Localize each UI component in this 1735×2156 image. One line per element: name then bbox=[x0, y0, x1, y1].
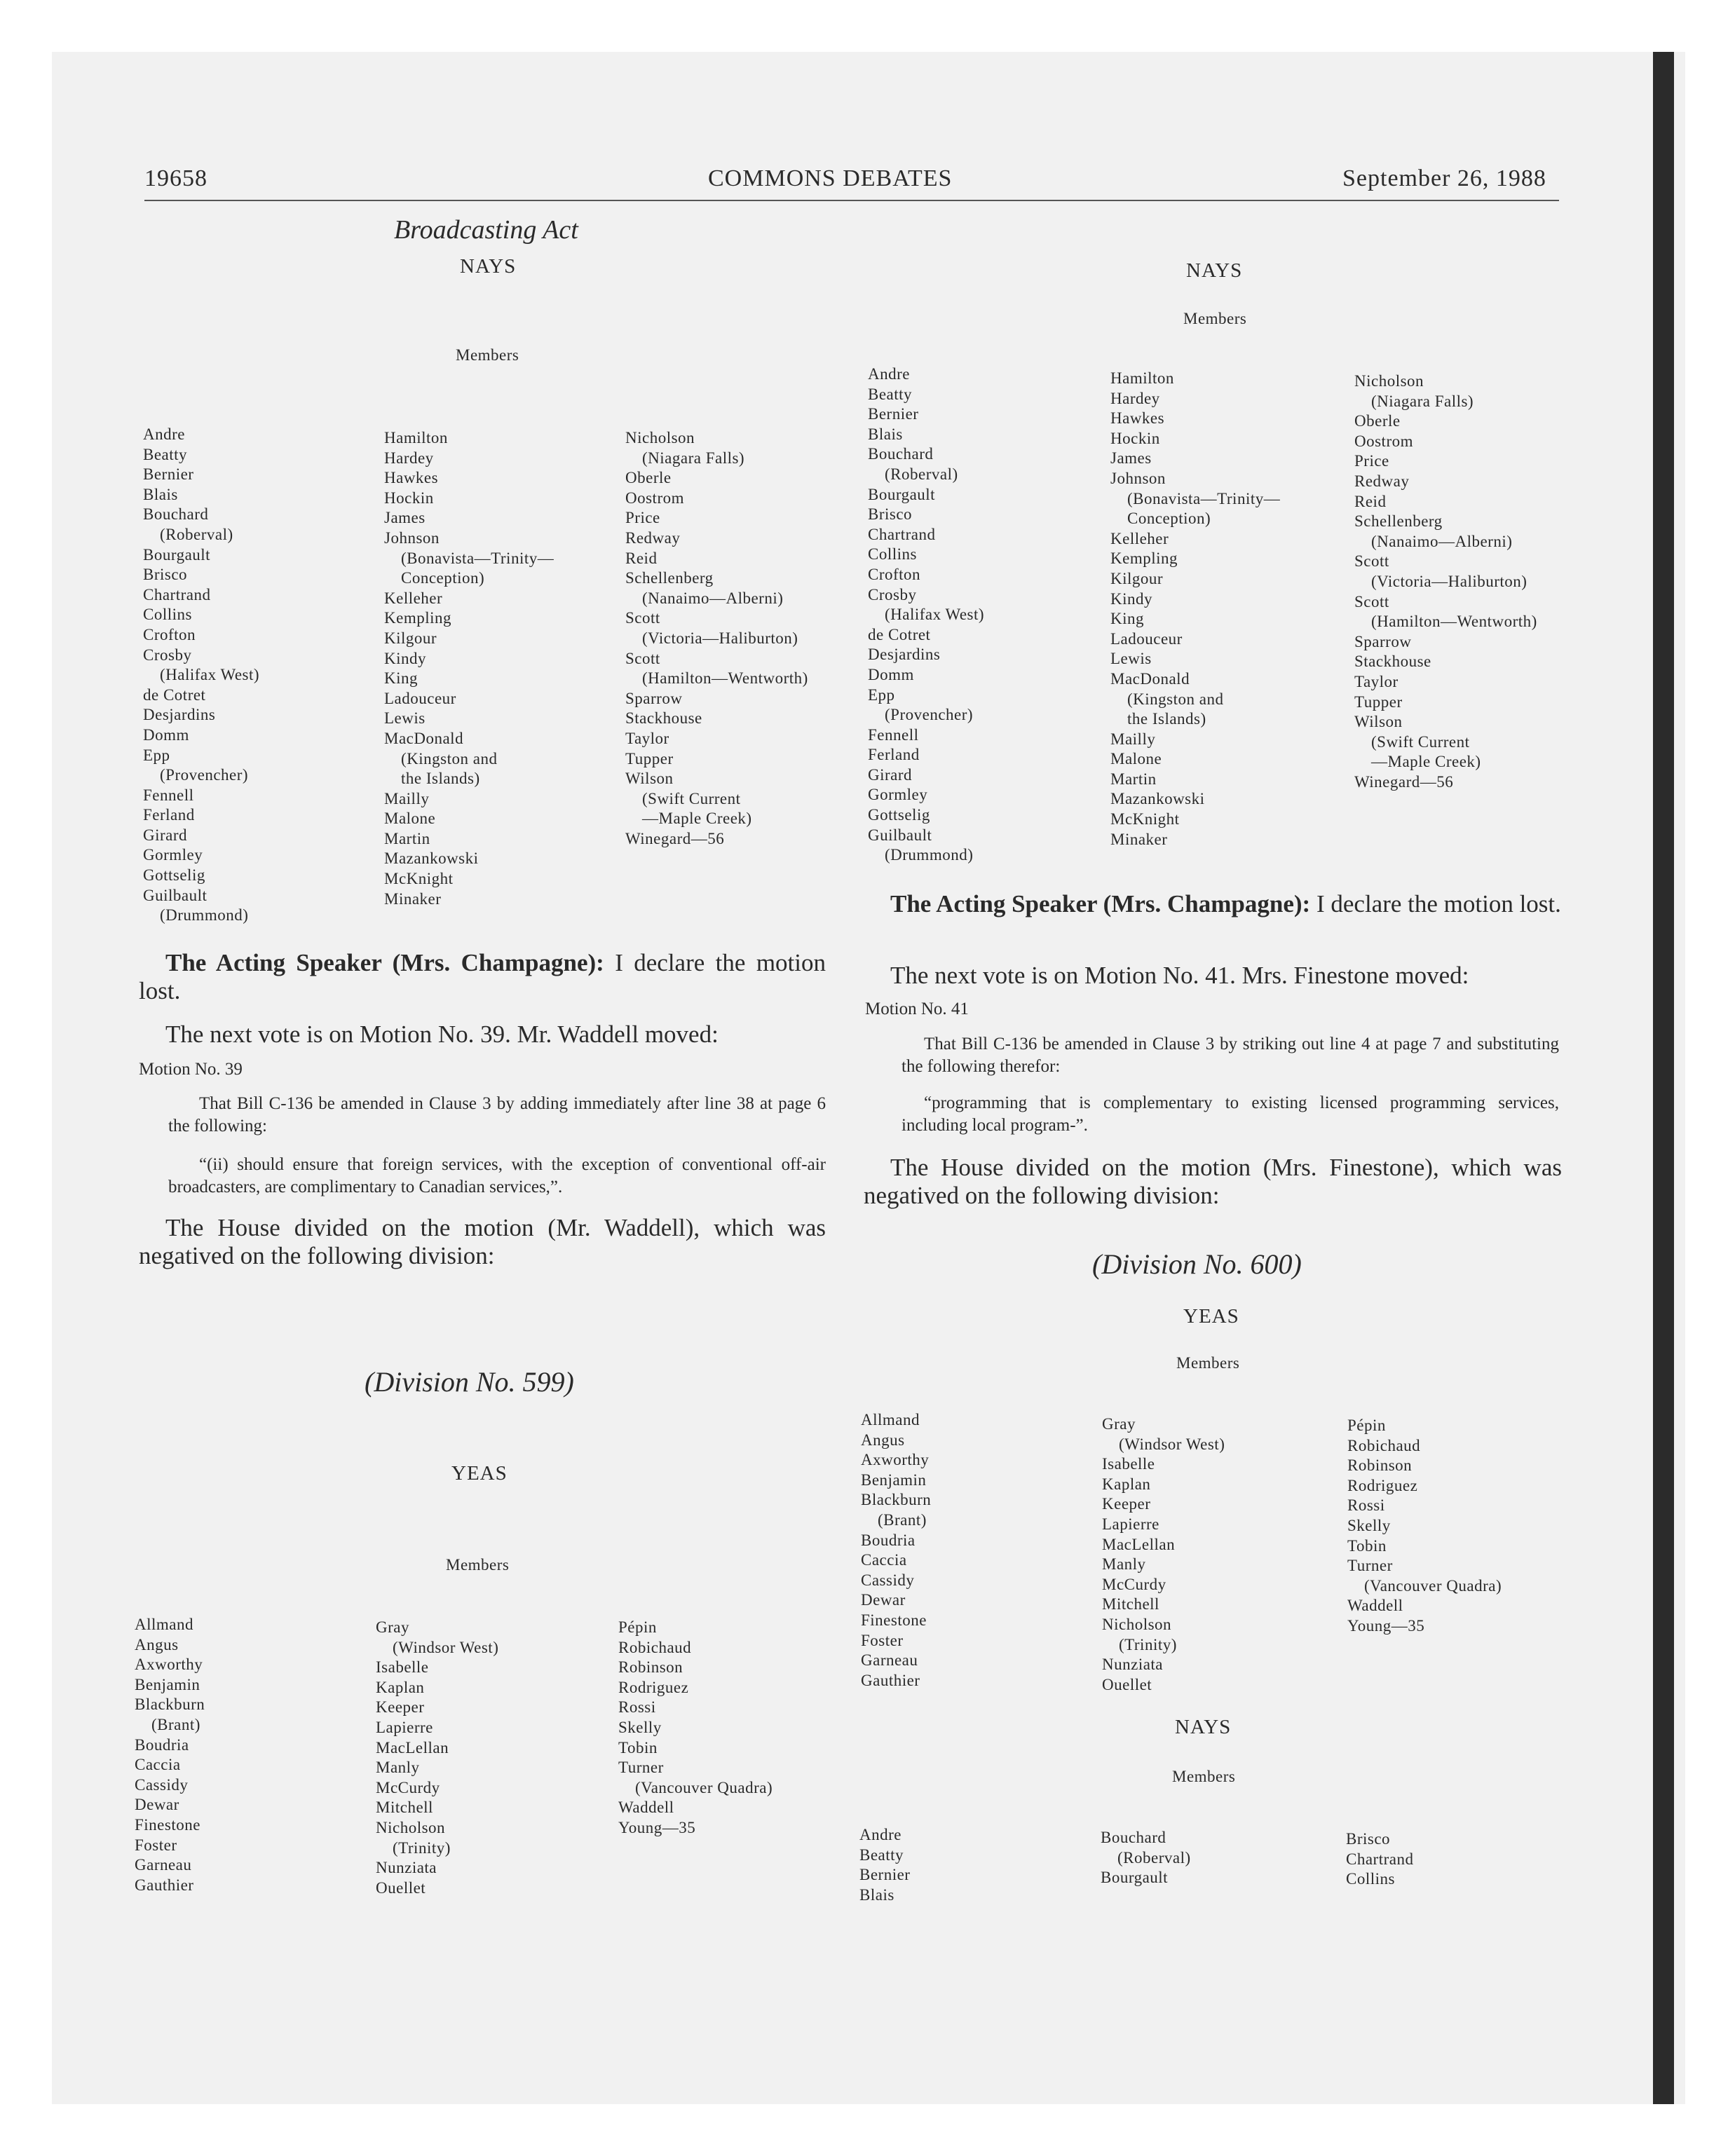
member-name: Cassidy bbox=[861, 1571, 915, 1589]
right-yeas-members-label: Members bbox=[1176, 1354, 1240, 1372]
member-name: Hardey bbox=[384, 449, 434, 467]
member-constituency: the Islands) bbox=[401, 770, 480, 788]
member-name: Hockin bbox=[1110, 429, 1160, 447]
member-name: Reid bbox=[1354, 492, 1387, 510]
member-name: MacDonald bbox=[384, 729, 464, 747]
member-name: Lewis bbox=[384, 709, 426, 728]
member-name: Redway bbox=[1354, 472, 1410, 490]
member-name: Blackburn bbox=[135, 1696, 205, 1714]
member-name: Keeper bbox=[376, 1698, 425, 1717]
member-name: James bbox=[1110, 449, 1152, 468]
member-name: Blais bbox=[859, 1885, 894, 1904]
member-name: MacLellan bbox=[1102, 1535, 1176, 1553]
member-name: Andre bbox=[859, 1826, 901, 1843]
member-name: Pépin bbox=[1347, 1417, 1386, 1434]
member-name: Crofton bbox=[143, 625, 196, 643]
member-name: Wilson bbox=[1354, 713, 1403, 731]
member-name: Caccia bbox=[135, 1756, 181, 1774]
member-name: Scott bbox=[1354, 592, 1389, 610]
member-constituency: (Nanaimo—Alberni) bbox=[642, 589, 784, 607]
member-name: Foster bbox=[135, 1836, 177, 1854]
right-nays-col1 bbox=[868, 364, 984, 866]
member-name: Dewar bbox=[861, 1591, 906, 1609]
member-name: Desjardins bbox=[868, 646, 941, 664]
member-name: Schellenberg bbox=[1354, 512, 1443, 531]
member-name: Allmand bbox=[135, 1616, 193, 1633]
member-name: Benjamin bbox=[135, 1675, 200, 1693]
right-nays2-col1 bbox=[859, 1825, 910, 1905]
member-name: Ferland bbox=[868, 746, 920, 764]
member-name: Skelly bbox=[1347, 1516, 1391, 1534]
member-name: Minaker bbox=[384, 889, 442, 908]
member-name: Andre bbox=[868, 365, 910, 383]
member-name: Tobin bbox=[618, 1738, 658, 1756]
member-name: McCurdy bbox=[376, 1778, 440, 1796]
scanned-page bbox=[52, 52, 1685, 2104]
member-name: Beatty bbox=[868, 385, 913, 403]
member-name: Axworthy bbox=[861, 1451, 930, 1469]
member-name: Skelly bbox=[618, 1718, 662, 1736]
left-yeas-col3 bbox=[618, 1618, 773, 1838]
member-name: Bourgault bbox=[1101, 1869, 1169, 1887]
member-name: Scott bbox=[625, 609, 660, 627]
member-name: Nicholson bbox=[376, 1818, 446, 1836]
member-name: Brisco bbox=[1346, 1830, 1391, 1848]
member-constituency: (Provencher) bbox=[885, 706, 974, 724]
member-constituency: Conception) bbox=[401, 569, 485, 587]
member-name: Ladouceur bbox=[1110, 629, 1183, 648]
member-constituency: Conception) bbox=[1127, 510, 1211, 528]
member-name: Turner bbox=[618, 1759, 664, 1777]
member-name: Pépin bbox=[618, 1618, 657, 1636]
member-name: Winegard—56 bbox=[625, 829, 725, 847]
member-name: de Cotret bbox=[868, 625, 931, 643]
member-name: Desjardins bbox=[143, 706, 216, 724]
member-name: Chartrand bbox=[143, 585, 211, 603]
member-name: Crofton bbox=[868, 565, 921, 583]
left-yeas-heading: YEAS bbox=[451, 1462, 508, 1485]
member-name: Foster bbox=[861, 1631, 904, 1649]
member-name: Bouchard bbox=[1101, 1829, 1166, 1846]
member-name: King bbox=[384, 669, 418, 688]
member-name: Bernier bbox=[859, 1866, 911, 1884]
member-constituency: (Victoria—Haliburton) bbox=[1371, 572, 1528, 590]
member-name: Dewar bbox=[135, 1796, 179, 1814]
member-name: Finestone bbox=[861, 1611, 927, 1629]
left-nays-col3 bbox=[625, 428, 808, 849]
member-constituency: (Hamilton—Wentworth) bbox=[642, 669, 808, 688]
member-name: Bouchard bbox=[868, 445, 934, 463]
left-house-divided: The House divided on the motion (Mr. Waddell), which was negatived on the following division: bbox=[139, 1214, 826, 1269]
member-name: Reid bbox=[625, 549, 658, 567]
member-name: Crosby bbox=[143, 646, 192, 664]
member-name: Nunziata bbox=[1102, 1656, 1164, 1674]
member-constituency: —Maple Creek) bbox=[642, 810, 752, 828]
member-name: Collins bbox=[143, 606, 192, 624]
left-nays-heading: NAYS bbox=[460, 255, 517, 278]
member-name: Bourgault bbox=[868, 485, 936, 503]
member-name: Price bbox=[625, 509, 660, 527]
member-name: Brisco bbox=[143, 566, 188, 584]
member-name: Keeper bbox=[1102, 1495, 1151, 1513]
member-name: Gottselig bbox=[868, 806, 930, 824]
member-name: Bernier bbox=[143, 465, 194, 484]
member-name: Hamilton bbox=[384, 429, 448, 446]
member-name: Garneau bbox=[861, 1651, 918, 1670]
member-name: Chartrand bbox=[1346, 1850, 1414, 1868]
member-name: Boudria bbox=[135, 1735, 189, 1754]
member-name: Epp bbox=[868, 685, 895, 704]
member-name: Ladouceur bbox=[384, 689, 456, 707]
member-name: McCurdy bbox=[1102, 1575, 1166, 1593]
member-name: Beatty bbox=[859, 1845, 904, 1864]
left-yeas-members-label: Members bbox=[446, 1556, 510, 1574]
member-name: Gormley bbox=[143, 846, 203, 864]
member-constituency: (Kingston and bbox=[401, 749, 498, 767]
right-speaker-paragraph bbox=[864, 890, 1562, 918]
right-yeas-col2 bbox=[1102, 1414, 1225, 1695]
member-name: Mailly bbox=[384, 789, 430, 807]
member-name: King bbox=[1110, 610, 1144, 628]
member-name: Epp bbox=[143, 746, 170, 764]
member-name: Brisco bbox=[868, 505, 913, 524]
header-rule bbox=[144, 200, 1559, 201]
member-name: Schellenberg bbox=[625, 569, 714, 587]
member-name: Lapierre bbox=[1102, 1515, 1159, 1533]
member-name: Stackhouse bbox=[625, 709, 702, 728]
member-name: Bernier bbox=[868, 405, 919, 423]
left-motion-label: Motion No. 39 bbox=[139, 1060, 243, 1079]
left-speaker-text: I declare the motion lost. bbox=[139, 949, 826, 1004]
member-name: Oberle bbox=[625, 469, 672, 487]
member-name: Mitchell bbox=[376, 1799, 433, 1817]
member-name: Hardey bbox=[1110, 389, 1160, 407]
member-name: Mailly bbox=[1110, 730, 1156, 748]
right-yeas-heading: YEAS bbox=[1183, 1305, 1239, 1328]
member-name: Winegard—56 bbox=[1354, 772, 1454, 791]
section-title: Broadcasting Act bbox=[394, 215, 578, 245]
member-constituency: (Niagara Falls) bbox=[642, 449, 745, 467]
member-constituency: (Kingston and bbox=[1127, 690, 1224, 708]
right-speaker-name: The Acting Speaker (Mrs. Champagne): bbox=[890, 890, 1311, 917]
member-name: Kaplan bbox=[376, 1678, 425, 1696]
member-name: Mazankowski bbox=[384, 850, 479, 868]
member-name: Angus bbox=[135, 1635, 179, 1653]
member-name: Oostrom bbox=[1354, 432, 1413, 450]
member-name: Mazankowski bbox=[1110, 790, 1205, 808]
member-name: Kilgour bbox=[384, 629, 437, 647]
member-name: Lewis bbox=[1110, 650, 1152, 668]
member-name: Domm bbox=[868, 665, 914, 683]
member-name: Kelleher bbox=[384, 589, 443, 607]
member-name: Kilgour bbox=[1110, 569, 1164, 587]
member-constituency: (Bonavista—Trinity— bbox=[401, 549, 554, 567]
member-name: Gauthier bbox=[135, 1876, 194, 1894]
member-name: Fennell bbox=[868, 725, 919, 744]
member-name: Garneau bbox=[135, 1856, 192, 1874]
member-constituency: (Swift Current bbox=[1371, 732, 1470, 751]
member-name: Robinson bbox=[618, 1658, 683, 1677]
member-name: Gray bbox=[376, 1618, 409, 1636]
member-name: Taylor bbox=[1354, 672, 1399, 690]
member-name: Robichaud bbox=[1347, 1436, 1421, 1454]
member-name: Kaplan bbox=[1102, 1475, 1151, 1493]
member-name: Guilbault bbox=[143, 886, 207, 904]
member-name: Allmand bbox=[861, 1411, 920, 1428]
member-name: Hockin bbox=[384, 489, 434, 507]
member-name: Young—35 bbox=[1347, 1616, 1425, 1635]
member-name: Waddell bbox=[1347, 1597, 1403, 1615]
member-name: Nicholson bbox=[1102, 1615, 1172, 1633]
member-constituency: (Hamilton—Wentworth) bbox=[1371, 613, 1537, 631]
member-constituency: (Brant) bbox=[878, 1510, 927, 1529]
left-yeas-col2 bbox=[376, 1618, 498, 1898]
member-constituency: (Vancouver Quadra) bbox=[635, 1778, 773, 1796]
member-name: Angus bbox=[861, 1431, 905, 1449]
right-motion-quote: “programming that is complementary to existing licensed programming services, including local program-”. bbox=[901, 1093, 1559, 1135]
member-name: Gauthier bbox=[861, 1671, 920, 1689]
member-name: Domm bbox=[143, 725, 189, 744]
page-date: September 26, 1988 bbox=[1342, 165, 1546, 191]
right-nays2-heading: NAYS bbox=[1175, 1716, 1232, 1738]
member-name: Gormley bbox=[868, 786, 928, 804]
left-nays-members-label: Members bbox=[456, 346, 519, 364]
member-name: James bbox=[384, 509, 426, 527]
member-name: Sparrow bbox=[625, 689, 683, 707]
member-name: Waddell bbox=[618, 1799, 674, 1817]
member-name: Hawkes bbox=[1110, 409, 1165, 428]
member-name: Young—35 bbox=[618, 1818, 696, 1836]
member-name: Ouellet bbox=[376, 1878, 426, 1897]
member-name: Chartrand bbox=[868, 525, 936, 543]
member-constituency: (Trinity) bbox=[393, 1838, 451, 1857]
member-name: Ferland bbox=[143, 806, 195, 824]
member-name: Rodriguez bbox=[618, 1678, 689, 1696]
member-name: Girard bbox=[868, 765, 913, 784]
right-speaker-text: I declare the motion lost. bbox=[1316, 890, 1561, 917]
member-constituency: the Islands) bbox=[1127, 710, 1206, 728]
member-name: Nunziata bbox=[376, 1859, 437, 1877]
member-name: Nicholson bbox=[625, 429, 695, 446]
member-name: Kempling bbox=[384, 609, 451, 627]
right-nays-col3 bbox=[1354, 371, 1537, 792]
member-name: Stackhouse bbox=[1354, 653, 1431, 671]
left-next-vote: The next vote is on Motion No. 39. Mr. Waddell moved: bbox=[165, 1021, 719, 1048]
member-constituency: (Provencher) bbox=[160, 766, 249, 784]
member-name: Tobin bbox=[1347, 1536, 1387, 1555]
member-constituency: (Roberval) bbox=[160, 525, 233, 543]
member-constituency: (Windsor West) bbox=[393, 1638, 499, 1656]
right-motion-label: Motion No. 41 bbox=[865, 999, 969, 1018]
member-constituency: (Trinity) bbox=[1119, 1635, 1177, 1653]
member-name: Blackburn bbox=[861, 1491, 932, 1509]
member-constituency: (Windsor West) bbox=[1119, 1435, 1225, 1453]
member-name: Manly bbox=[1102, 1555, 1146, 1574]
right-nays-members-label: Members bbox=[1183, 310, 1247, 327]
member-name: Minaker bbox=[1110, 830, 1168, 848]
member-name: Axworthy bbox=[135, 1656, 203, 1674]
member-name: MacDonald bbox=[1110, 669, 1190, 688]
page-number: 19658 bbox=[144, 165, 207, 191]
member-name: Martin bbox=[1110, 770, 1157, 788]
member-constituency: (Halifax West) bbox=[885, 606, 985, 624]
member-name: Nicholson bbox=[1354, 372, 1424, 390]
left-nays-col2 bbox=[384, 428, 554, 909]
right-nays-col2 bbox=[1110, 369, 1280, 850]
member-constituency: (Swift Current bbox=[642, 789, 741, 807]
member-constituency: (Bonavista—Trinity— bbox=[1127, 489, 1281, 507]
member-name: Malone bbox=[384, 810, 436, 828]
member-name: Robinson bbox=[1347, 1456, 1413, 1475]
member-name: Johnson bbox=[1110, 469, 1166, 487]
member-name: Boudria bbox=[861, 1531, 916, 1549]
member-name: Scott bbox=[625, 649, 660, 667]
member-constituency: —Maple Creek) bbox=[1371, 753, 1481, 771]
member-name: Isabelle bbox=[1102, 1455, 1155, 1473]
member-name: Manly bbox=[376, 1759, 420, 1777]
member-name: Wilson bbox=[625, 770, 674, 788]
member-name: Crosby bbox=[868, 585, 917, 603]
member-name: Finestone bbox=[135, 1815, 200, 1834]
member-name: Lapierre bbox=[376, 1718, 433, 1736]
left-yeas-col1 bbox=[135, 1615, 205, 1895]
right-division-number: (Division No. 600) bbox=[1092, 1248, 1302, 1280]
member-name: Gottselig bbox=[143, 866, 205, 885]
member-name: Scott bbox=[1354, 552, 1389, 571]
left-speaker-name: The Acting Speaker (Mrs. Champagne): bbox=[165, 949, 604, 976]
publication-title: COMMONS DEBATES bbox=[708, 165, 953, 191]
member-name: Rodriguez bbox=[1347, 1476, 1418, 1494]
member-name: Caccia bbox=[861, 1551, 907, 1569]
left-motion-quote: “(ii) should ensure that foreign services, with the exception of conventional off-air broadcasters, are complimentary to Canadian services,”. bbox=[168, 1155, 826, 1196]
right-yeas-col1 bbox=[861, 1410, 931, 1691]
member-name: Price bbox=[1354, 452, 1389, 470]
member-name: Girard bbox=[143, 826, 188, 844]
member-name: Malone bbox=[1110, 750, 1162, 768]
right-nays2-members-label: Members bbox=[1172, 1768, 1236, 1785]
right-nays2-col3 bbox=[1346, 1829, 1413, 1890]
member-name: Kempling bbox=[1110, 550, 1178, 568]
member-name: Kindy bbox=[1110, 589, 1152, 608]
member-name: Oberle bbox=[1354, 412, 1401, 430]
right-motion-text: That Bill C-136 be amended in Clause 3 by striking out line 4 at page 7 and substituting the following therefor: bbox=[901, 1035, 1559, 1076]
right-next-vote: The next vote is on Motion No. 41. Mrs. Finestone moved: bbox=[890, 962, 1469, 989]
member-name: Johnson bbox=[384, 528, 440, 547]
left-speaker-paragraph bbox=[139, 949, 826, 1005]
member-name: Isabelle bbox=[376, 1658, 429, 1677]
member-constituency: (Brant) bbox=[151, 1715, 200, 1733]
member-constituency: (Halifax West) bbox=[160, 666, 260, 684]
member-name: Cassidy bbox=[135, 1775, 189, 1794]
right-nays-heading: NAYS bbox=[1186, 259, 1243, 282]
member-name: Blais bbox=[143, 485, 178, 503]
member-name: Rossi bbox=[1347, 1496, 1385, 1515]
right-house-divided: The House divided on the motion (Mrs. Finestone), which was negatived on the following division: bbox=[864, 1154, 1562, 1209]
member-name: Rossi bbox=[618, 1698, 656, 1717]
member-name: Beatty bbox=[143, 445, 188, 463]
member-constituency: (Vancouver Quadra) bbox=[1364, 1576, 1502, 1595]
member-name: Guilbault bbox=[868, 826, 932, 844]
member-name: McKnight bbox=[384, 870, 454, 888]
left-nays-col1 bbox=[143, 425, 259, 926]
member-name: Redway bbox=[625, 528, 681, 547]
member-name: de Cotret bbox=[143, 685, 206, 704]
member-name: Gray bbox=[1102, 1415, 1136, 1433]
member-name: Taylor bbox=[625, 729, 669, 747]
member-constituency: (Niagara Falls) bbox=[1371, 392, 1474, 410]
member-constituency: (Victoria—Haliburton) bbox=[642, 629, 798, 647]
right-nays2-col2 bbox=[1101, 1828, 1191, 1888]
member-name: Collins bbox=[868, 545, 917, 564]
member-name: Blais bbox=[868, 425, 903, 443]
member-name: Collins bbox=[1346, 1870, 1395, 1888]
member-name: McKnight bbox=[1110, 810, 1180, 828]
scan-edge-bar bbox=[1653, 52, 1674, 2104]
member-name: Oostrom bbox=[625, 489, 684, 507]
member-name: Sparrow bbox=[1354, 632, 1412, 650]
member-name: Tupper bbox=[625, 749, 674, 767]
member-name: Benjamin bbox=[861, 1471, 927, 1489]
member-constituency: (Drummond) bbox=[160, 906, 249, 925]
member-constituency: (Roberval) bbox=[885, 465, 958, 483]
member-name: Robichaud bbox=[618, 1638, 692, 1656]
right-yeas-col3 bbox=[1347, 1416, 1502, 1637]
member-name: Hawkes bbox=[384, 469, 439, 487]
member-constituency: (Nanaimo—Alberni) bbox=[1371, 532, 1513, 550]
member-name: Andre bbox=[143, 425, 185, 443]
member-constituency: (Drummond) bbox=[885, 846, 974, 864]
member-name: Tupper bbox=[1354, 692, 1403, 711]
member-name: Mitchell bbox=[1102, 1595, 1159, 1613]
member-name: Bourgault bbox=[143, 545, 211, 564]
member-name: MacLellan bbox=[376, 1738, 449, 1756]
member-name: Martin bbox=[384, 829, 430, 847]
member-name: Hamilton bbox=[1110, 369, 1174, 387]
member-name: Turner bbox=[1347, 1557, 1393, 1575]
left-motion-text: That Bill C-136 be amended in Clause 3 by adding immediately after line 38 at page 6 the following: bbox=[168, 1094, 826, 1135]
member-name: Ouellet bbox=[1102, 1675, 1152, 1693]
member-name: Kelleher bbox=[1110, 529, 1169, 547]
member-constituency: (Roberval) bbox=[1117, 1848, 1191, 1867]
member-name: Kindy bbox=[384, 649, 426, 667]
member-name: Fennell bbox=[143, 786, 194, 804]
member-name: Bouchard bbox=[143, 505, 209, 524]
left-division-number: (Division No. 599) bbox=[365, 1366, 574, 1398]
